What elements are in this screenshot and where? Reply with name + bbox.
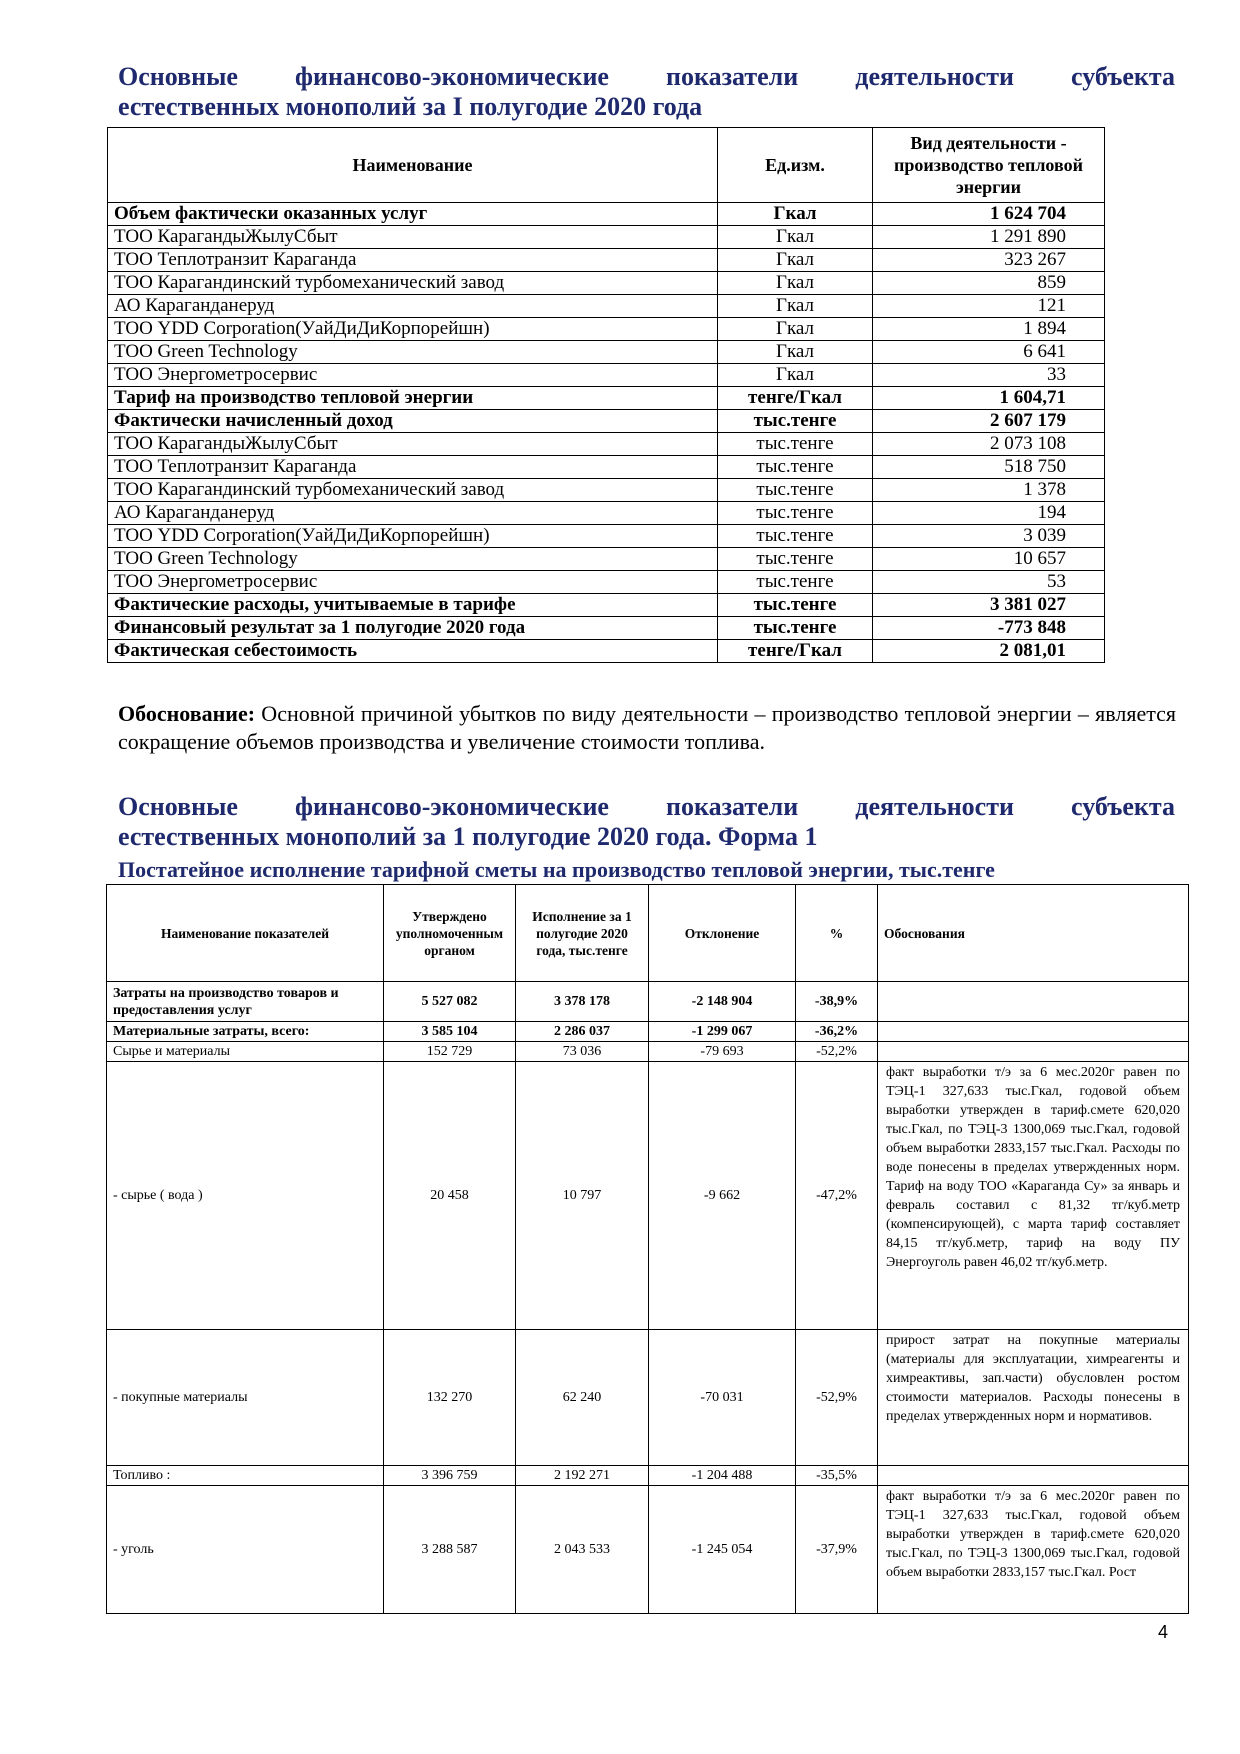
row-unit: тыс.тенге [718, 502, 873, 525]
section1-heading-line1: Основные финансово-экономические показатели деятельности субъекта [118, 62, 1175, 91]
table-row [108, 387, 1105, 410]
row-justification [878, 982, 1189, 1022]
row-name: ТОО КарагандыЖылуСбыт [108, 433, 718, 456]
table-row [107, 1486, 1189, 1614]
row-name: АО Караганданеруд [108, 502, 718, 525]
justification-text: Основной причиной убытков по виду деятельности – производство тепловой энергии – является сокращение объемов производства и увеличение стоимости топлива. [118, 701, 1176, 754]
section1-heading [118, 62, 1175, 122]
row-justification: факт выработки т/э за 6 мес.2020г равен по ТЭЦ-1 327,633 тыс.Гкал, годовой объем выработки утвержден в тариф.смете 620,020 тыс.Гкал, по ТЭЦ-3 1300,069 тыс.Гкал, годовой объем выработки 2833,157 тыс.Гкал. Расходы по воде понесены в пределах утвержденных норм. Тариф на воду ТОО «Караганда Су» за январь и февраль составил с 81,32 тг/куб.метр (компенсирующей), с марта тариф составляет 84,15 тг/куб.метр, тариф на воду ПУ Энергоуголь равен 46,02 тг/куб.метр. [878, 1062, 1189, 1330]
row-percent: -38,9% [796, 982, 878, 1022]
row-name: ТОО Green Technology [108, 548, 718, 571]
table-row [108, 295, 1105, 318]
tariff-estimate-table [106, 884, 1189, 1614]
row-unit: Гкал [718, 364, 873, 387]
row-value: 3 039 [873, 525, 1105, 548]
row-name: Тариф на производство тепловой энергии [108, 387, 718, 410]
row-name: АО Караганданеруд [108, 295, 718, 318]
row-indicator: - сырье ( вода ) [107, 1062, 384, 1330]
section1-heading-line2: естественных монополий за I полугодие 2020 года [118, 92, 703, 121]
column-header-name: Наименование [108, 128, 718, 203]
row-unit: Гкал [718, 226, 873, 249]
section2-heading [118, 792, 1175, 852]
row-value: 323 267 [873, 249, 1105, 272]
row-name: ТОО Green Technology [108, 341, 718, 364]
justification-label: Обоснование: [118, 701, 256, 726]
row-unit: тыс.тенге [718, 410, 873, 433]
row-name: Фактически начисленный доход [108, 410, 718, 433]
row-unit: тыс.тенге [718, 479, 873, 502]
row-actual: 62 240 [516, 1330, 649, 1466]
row-unit: Гкал [718, 318, 873, 341]
row-value: 1 291 890 [873, 226, 1105, 249]
row-approved: 132 270 [384, 1330, 516, 1466]
row-unit: Гкал [718, 295, 873, 318]
column-header-justification: Обоснования [878, 885, 1189, 982]
row-approved: 5 527 082 [384, 982, 516, 1022]
row-percent: -36,2% [796, 1022, 878, 1042]
row-value: 3 381 027 [873, 594, 1105, 617]
row-percent: -35,5% [796, 1466, 878, 1486]
row-value: 2 081,01 [873, 640, 1105, 663]
table-row [108, 548, 1105, 571]
table-row [108, 341, 1105, 364]
row-indicator: - покупные материалы [107, 1330, 384, 1466]
row-indicator: Материальные затраты, всего: [107, 1022, 384, 1042]
row-percent: -37,9% [796, 1486, 878, 1614]
table-row [108, 272, 1105, 295]
row-justification: факт выработки т/э за 6 мес.2020г равен по ТЭЦ-1 327,633 тыс.Гкал, годовой объем выработки утвержден в тариф.смете 620,020 тыс.Гкал, по ТЭЦ-3 1300,069 тыс.Гкал, годовой объем выработки 2833,157 тыс.Гкал. Рост [878, 1486, 1189, 1614]
row-unit: тыс.тенге [718, 548, 873, 571]
row-deviation: -1 245 054 [649, 1486, 796, 1614]
row-deviation: -9 662 [649, 1062, 796, 1330]
row-actual: 2 286 037 [516, 1022, 649, 1042]
justification-paragraph [118, 700, 1176, 756]
table-row [107, 1330, 1189, 1466]
table-row [108, 456, 1105, 479]
table-row [108, 433, 1105, 456]
row-unit: Гкал [718, 203, 873, 226]
row-justification: прирост затрат на покупные материалы (материалы для эксплуатации, химреагенты и химреактивы, зап.части) обусловлен ростом стоимости материалов. Расходы понесены в пределах утвержденных норм и нормативов. [878, 1330, 1189, 1466]
table-row [107, 1062, 1189, 1330]
row-actual: 3 378 178 [516, 982, 649, 1022]
row-percent: -47,2% [796, 1062, 878, 1330]
row-value: 1 378 [873, 479, 1105, 502]
table-row [108, 364, 1105, 387]
row-unit: тыс.тенге [718, 456, 873, 479]
table-row [107, 982, 1189, 1022]
row-unit: тыс.тенге [718, 525, 873, 548]
row-unit: тыс.тенге [718, 433, 873, 456]
row-unit: Гкал [718, 341, 873, 364]
table-row [108, 410, 1105, 433]
row-value: 121 [873, 295, 1105, 318]
table-row [108, 502, 1105, 525]
column-header-activity: Вид деятельности - производство тепловой энергии [873, 128, 1105, 203]
table-row [108, 479, 1105, 502]
row-name: ТОО Энергометросервис [108, 364, 718, 387]
row-deviation: -1 299 067 [649, 1022, 796, 1042]
row-deviation: -2 148 904 [649, 982, 796, 1022]
table-row [107, 1042, 1189, 1062]
row-justification [878, 1022, 1189, 1042]
row-value: 194 [873, 502, 1105, 525]
row-name: ТОО Карагандинский турбомеханический завод [108, 479, 718, 502]
row-unit: тыс.тенге [718, 571, 873, 594]
row-unit: Гкал [718, 272, 873, 295]
row-value: -773 848 [873, 617, 1105, 640]
row-unit: тыс.тенге [718, 594, 873, 617]
page-number: 4 [1158, 1622, 1169, 1642]
row-value: 518 750 [873, 456, 1105, 479]
table-row [108, 617, 1105, 640]
table-header-row [108, 128, 1105, 203]
row-unit: тыс.тенге [718, 617, 873, 640]
row-percent: -52,9% [796, 1330, 878, 1466]
column-header-approved: Утверждено уполномоченным органом [384, 885, 516, 982]
row-indicator: - уголь [107, 1486, 384, 1614]
column-header-deviation: Отклонение [649, 885, 796, 982]
row-name: ТОО КарагандыЖылуСбыт [108, 226, 718, 249]
row-name: ТОО Энергометросервис [108, 571, 718, 594]
row-value: 10 657 [873, 548, 1105, 571]
column-header-indicator: Наименование показателей [107, 885, 384, 982]
row-approved: 3 396 759 [384, 1466, 516, 1486]
table-row [108, 640, 1105, 663]
table-row [108, 249, 1105, 272]
row-justification [878, 1466, 1189, 1486]
row-name: ТОО Карагандинский турбомеханический завод [108, 272, 718, 295]
row-name: Фактическая себестоимость [108, 640, 718, 663]
column-header-unit: Ед.изм. [718, 128, 873, 203]
table-row [108, 318, 1105, 341]
row-value: 6 641 [873, 341, 1105, 364]
row-percent: -52,2% [796, 1042, 878, 1062]
column-header-actual: Исполнение за 1 полугодие 2020 года, тыс.тенге [516, 885, 649, 982]
table-row [108, 203, 1105, 226]
column-header-percent: % [796, 885, 878, 982]
row-approved: 20 458 [384, 1062, 516, 1330]
row-actual: 2 043 533 [516, 1486, 649, 1614]
row-indicator: Затраты на производство товаров и предоставления услуг [107, 982, 384, 1022]
row-unit: тенге/Гкал [718, 640, 873, 663]
table-row [107, 1466, 1189, 1486]
row-deviation: -1 204 488 [649, 1466, 796, 1486]
row-indicator: Сырье и материалы [107, 1042, 384, 1062]
row-justification [878, 1042, 1189, 1062]
row-value: 2 073 108 [873, 433, 1105, 456]
row-name: Фактические расходы, учитываемые в тарифе [108, 594, 718, 617]
table-row [108, 525, 1105, 548]
row-unit: тенге/Гкал [718, 387, 873, 410]
row-value: 33 [873, 364, 1105, 387]
financial-indicators-table [107, 127, 1105, 663]
table-row [108, 594, 1105, 617]
row-name: Объем фактически оказанных услуг [108, 203, 718, 226]
table-row [107, 1022, 1189, 1042]
row-indicator: Топливо : [107, 1466, 384, 1486]
row-deviation: -79 693 [649, 1042, 796, 1062]
table-row [108, 226, 1105, 249]
row-actual: 10 797 [516, 1062, 649, 1330]
row-value: 53 [873, 571, 1105, 594]
table-header-row [107, 885, 1189, 982]
row-name: ТОО Теплотранзит Караганда [108, 249, 718, 272]
row-value: 2 607 179 [873, 410, 1105, 433]
row-value: 1 624 704 [873, 203, 1105, 226]
row-deviation: -70 031 [649, 1330, 796, 1466]
section2-subheading: Постатейное исполнение тарифной сметы на производство тепловой энергии, тыс.тенге [118, 857, 995, 882]
section2-heading-line1: Основные финансово-экономические показатели деятельности субъекта [118, 792, 1175, 821]
row-value: 1 894 [873, 318, 1105, 341]
row-approved: 3 288 587 [384, 1486, 516, 1614]
row-name: ТОО Теплотранзит Караганда [108, 456, 718, 479]
row-value: 859 [873, 272, 1105, 295]
row-name: ТОО YDD Corporation(УайДиДиКорпорейшн) [108, 318, 718, 341]
row-name: ТОО YDD Corporation(УайДиДиКорпорейшн) [108, 525, 718, 548]
row-unit: Гкал [718, 249, 873, 272]
row-approved: 3 585 104 [384, 1022, 516, 1042]
table-row [108, 571, 1105, 594]
row-name: Финансовый результат за 1 полугодие 2020 года [108, 617, 718, 640]
row-actual: 2 192 271 [516, 1466, 649, 1486]
row-approved: 152 729 [384, 1042, 516, 1062]
row-actual: 73 036 [516, 1042, 649, 1062]
row-value: 1 604,71 [873, 387, 1105, 410]
section2-heading-line2: естественных монополий за 1 полугодие 2020 года. Форма 1 [118, 822, 818, 851]
